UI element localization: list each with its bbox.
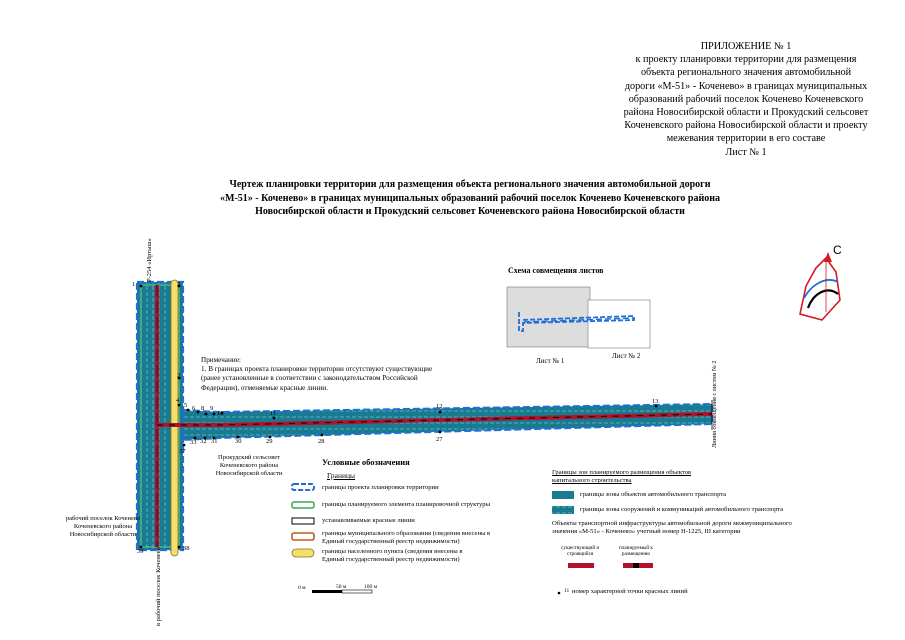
sheet-scheme [507, 287, 650, 348]
legend-line: существующий и [561, 545, 600, 551]
point-label: 2 [177, 281, 181, 288]
point-label: 31 [211, 438, 218, 445]
area-line: Коченевского района [219, 462, 279, 469]
point-label: 4 [176, 397, 180, 404]
legend-boundaries-header: Границы [327, 471, 356, 480]
legend-planned-road [619, 545, 653, 557]
legend-line: значения «М-51» - Коченево» учетный номер Н-1225, III категории [552, 528, 741, 535]
scheme-title: Схема совмещения листов [508, 266, 604, 275]
point-label: 3 [177, 372, 181, 379]
point-label: 29 [266, 438, 273, 445]
note-line: 1. В границах проекта планировки территории отсутствуют существующие [201, 365, 433, 374]
appendix-line: ПРИЛОЖЕНИЕ № 1 [700, 41, 792, 52]
note-line: Федерации), отменяемые красные линии. [201, 383, 328, 392]
note-block [201, 356, 433, 393]
point-label: 39 [137, 548, 144, 555]
compass-icon [800, 252, 840, 320]
scheme-sheet1-label: Лист № 1 [536, 357, 565, 365]
point-label: 5 [184, 402, 188, 409]
legend-line: Объекты транспортной инфраструктуры автомобильной дороги межмуниципального [552, 520, 792, 527]
legend-point-note: номер характерной точки красных линий [572, 588, 688, 595]
legend-line: капитального строительства [552, 477, 632, 484]
appendix-line: объекта регионального значения автомобильной [640, 67, 852, 79]
legend-line: Единый государственный реестр недвижимости) [322, 538, 460, 545]
note-line: (ранее установленные в соответствии с законодательством Российской [201, 374, 418, 383]
area-line: рабочий поселок Коченево [65, 515, 141, 522]
point-label: 33 [190, 439, 197, 446]
legend-zones-header [552, 469, 691, 485]
title-line: «М-51» - Коченево» в границах муниципальных образований рабочий поселок Коченево Коченевского района [220, 192, 720, 204]
scheme-sheet2-label: Лист № 2 [612, 352, 641, 360]
scale-label-0: 0 м [298, 585, 306, 591]
point-label: 38 [183, 545, 190, 552]
legend-objects-header [552, 520, 792, 536]
settlement-boundary [171, 280, 181, 556]
appendix-line: образований рабочий поселок Коченево Коченевского [628, 93, 864, 105]
area-line: Новосибирской области [215, 470, 283, 477]
legend-title: Условные обозначения [322, 457, 410, 467]
point-label: 30 [235, 438, 242, 445]
area-line: Новосибирской области [69, 531, 137, 538]
point-label: 9 [210, 405, 214, 412]
appendix-line: к проекту планировки территории для размещения [635, 54, 857, 66]
point-label: 10 [217, 410, 224, 417]
scale-label-50: 50 м [336, 584, 347, 590]
legend-item-red-lines: устанавливаемые красные линии [322, 517, 415, 524]
scale-label-100: 100 м [364, 584, 378, 590]
point-label: 27 [436, 436, 443, 443]
area-line: Коченевского района [73, 523, 133, 530]
area-line: Прокудский сельсовет [218, 454, 280, 461]
legend-line: Границы зон планируемого размещения объектов [552, 469, 692, 476]
legend-line: Единый государственный реестр недвижимости) [322, 556, 460, 563]
legend-zone-structures: границы зоны сооружений и коммуникаций автомобильного транспорта [580, 506, 784, 513]
legend-item-settlement [322, 548, 463, 564]
point-label: 1 [132, 281, 136, 288]
appendix-line: района Новосибирской области и Прокудский сельсовет [623, 107, 869, 119]
legend-line: строящийся [566, 551, 594, 557]
area-label-kochenevo [54, 515, 152, 539]
legend-item-plan-boundary: границы проекта планировки территории [322, 484, 439, 491]
sheet-join-label: Линия совмещения с листом № 2 [711, 360, 718, 448]
legend-line: границы муниципального образования (сведения внесены в [322, 530, 491, 537]
appendix-line: дороги «М-51» - Коченево» в границах муниципальных [624, 80, 868, 92]
appendix-header [596, 40, 896, 159]
sheet-number: Лист № 1 [725, 146, 767, 158]
compass-north-label: С [833, 243, 842, 257]
legend-item-planning-element: границы планируемого элемента планировочной структуры [322, 501, 491, 508]
title-line: Новосибирской области и Прокудский сельсовет Коченевского района Новосибирской области [255, 206, 685, 217]
point-label: 28 [318, 438, 325, 445]
point-label: 13 [652, 398, 659, 405]
point-label: 32 [200, 438, 207, 445]
legend-item-municipal [322, 530, 490, 546]
point-label: 6 [192, 405, 196, 412]
appendix-line: Коченевского района Новосибирской области и проекту [624, 120, 868, 132]
note-line: Примечание: [201, 356, 241, 364]
road-label-top: Р-254 «Иртыш» [146, 238, 153, 282]
horizontal-road-corridor [157, 400, 712, 440]
legend-point-number: 11 [564, 588, 570, 594]
area-label-prokudsky [206, 454, 292, 478]
point-label: 12 [436, 403, 443, 410]
road-label-bottom: в рабочий поселок Коченево [155, 547, 162, 626]
point-label: 11 [270, 410, 277, 417]
legend-line: планируемый к [619, 545, 653, 551]
point-label: 37 [179, 448, 186, 455]
legend-line: границы населенного пункта (сведения внесены в [322, 548, 463, 555]
legend-zone-auto-transport: границы зоны объектов автомобильного транспорта [580, 491, 727, 498]
title-line: Чертеж планировки территории для размещения объекта регионального значения автомобильной дороги [229, 179, 711, 190]
drawing-title [150, 178, 790, 219]
appendix-line: межевания территории в его составе [666, 133, 826, 145]
scale-bar [312, 590, 372, 593]
legend-existing-road [561, 545, 599, 557]
point-label: 8 [201, 405, 205, 412]
legend-line: размещению [621, 551, 651, 557]
